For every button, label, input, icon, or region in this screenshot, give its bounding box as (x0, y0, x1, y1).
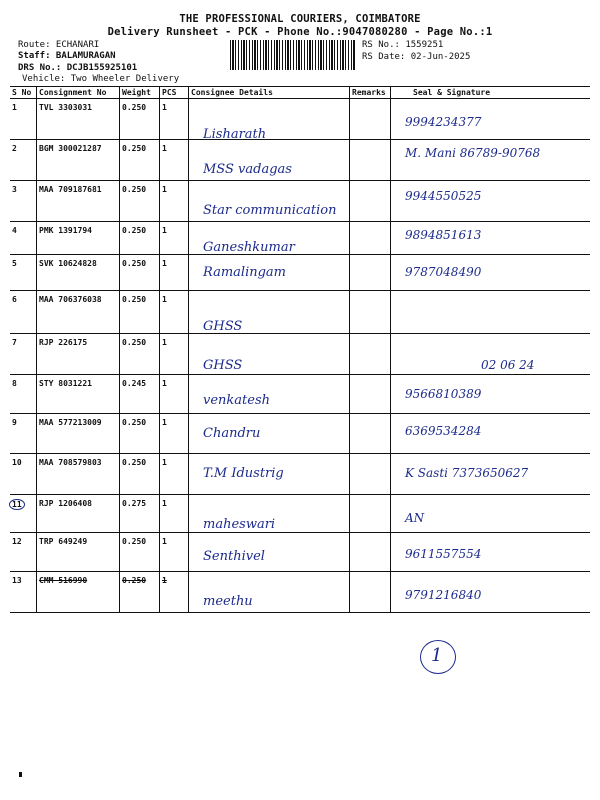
barcode (230, 40, 356, 70)
row-weight-cell (120, 291, 160, 334)
row-consignee: Star communication (203, 203, 337, 218)
row-signature: K Sasti 7373650627 (405, 466, 529, 480)
row-consignment-no-cell (37, 99, 120, 140)
row-signature-cell (391, 255, 591, 291)
row-weight: 0.250 (122, 103, 147, 112)
row-remarks-cell (350, 334, 391, 375)
row-weight-cell (120, 533, 160, 572)
row-pcs-cell (160, 99, 189, 140)
row-consignment-no-cell (37, 291, 120, 334)
row-sno: 8 (12, 379, 17, 388)
row-sno: 13 (12, 576, 22, 585)
row-sno-cell (10, 454, 37, 495)
row-consignee-cell (189, 414, 350, 454)
row-weight-cell (120, 334, 160, 375)
table-row (10, 533, 590, 572)
row-pcs: 1 (162, 379, 167, 388)
row-weight: 0.250 (122, 185, 147, 194)
row-signature: 9994234377 (405, 115, 482, 129)
row-consignment-no-cell (37, 222, 120, 255)
row-weight-cell (120, 414, 160, 454)
route-label: Route: ECHANARI (18, 40, 100, 50)
table-header (10, 87, 590, 99)
row-signature-cell (391, 375, 591, 414)
row-sno-cell (10, 181, 37, 222)
row-weight-cell (120, 222, 160, 255)
row-consignment-no: TVL 3303031 (39, 103, 92, 112)
row-consignee: Ganeshkumar (203, 240, 295, 255)
row-weight-cell (120, 140, 160, 181)
row-weight: 0.250 (122, 418, 147, 427)
row-consignee: GHSS (203, 358, 243, 373)
row-weight-cell (120, 375, 160, 414)
row-sno: 4 (12, 226, 17, 235)
row-consignee-cell (189, 454, 350, 495)
row-sno: 2 (12, 144, 17, 153)
row-sno: 11 (9, 499, 25, 510)
row-pcs-cell (160, 572, 189, 613)
row-consignee-cell (189, 255, 350, 291)
staff-label: Staff: BALAMURAGAN (18, 51, 116, 61)
table-row (10, 222, 590, 255)
row-consignee: Senthivel (203, 549, 265, 564)
row-sno-cell (10, 414, 37, 454)
row-consignee: maheswari (203, 517, 276, 532)
row-consignee-cell (189, 533, 350, 572)
row-consignee-cell (189, 140, 350, 181)
row-remarks-cell (350, 414, 391, 454)
row-sno-cell (10, 572, 37, 613)
table-row (10, 375, 590, 414)
row-consignment-no: MAA 577213009 (39, 418, 102, 427)
row-signature-cell (391, 414, 591, 454)
row-pcs-cell (160, 454, 189, 495)
row-signature: 9611557554 (405, 547, 482, 561)
col-pcs: PCS (160, 87, 189, 99)
row-weight-cell (120, 454, 160, 495)
row-signature: 9787048490 (405, 265, 482, 279)
row-remarks-cell (350, 533, 391, 572)
row-weight-cell (120, 255, 160, 291)
table-row (10, 495, 590, 533)
row-consignee-cell (189, 572, 350, 613)
drs-label: DRS No.: DCJB155925101 (18, 63, 138, 73)
row-weight: 0.245 (122, 379, 147, 388)
row-signature: 9566810389 (405, 387, 482, 401)
row-remarks-cell (350, 222, 391, 255)
row-sno-cell (10, 495, 37, 533)
row-sno: 6 (12, 295, 17, 304)
row-signature: 9791216840 (405, 588, 482, 602)
row-weight: 0.275 (122, 499, 147, 508)
row-remarks-cell (350, 454, 391, 495)
row-remarks-cell (350, 375, 391, 414)
row-pcs-cell (160, 334, 189, 375)
row-weight: 0.250 (122, 338, 147, 347)
col-sno: S No (10, 87, 37, 99)
col-consignment-no: Consignment No (37, 87, 120, 99)
row-remarks-cell (350, 181, 391, 222)
row-consignment-no: CMM 516990 (39, 576, 88, 585)
margin-dot (19, 772, 22, 777)
row-consignment-no: MAA 708579803 (39, 458, 102, 467)
row-consignment-no: BGM 300021287 (39, 144, 102, 153)
row-consignment-no-cell (37, 375, 120, 414)
row-pcs-cell (160, 291, 189, 334)
row-remarks-cell (350, 99, 391, 140)
row-sno: 7 (12, 338, 17, 347)
row-sno: 1 (12, 103, 17, 112)
row-consignment-no-cell (37, 572, 120, 613)
row-consignee-cell (189, 222, 350, 255)
row-consignee-cell (189, 375, 350, 414)
row-consignment-no: SVK 10624828 (39, 259, 97, 268)
row-consignee: GHSS (203, 319, 243, 334)
row-weight: 0.250 (122, 576, 147, 585)
row-pcs: 1 (162, 259, 167, 268)
runsheet-table (10, 86, 590, 613)
row-consignee-cell (189, 495, 350, 533)
row-remarks-cell (350, 495, 391, 533)
row-pcs: 1 (162, 185, 167, 194)
row-pcs-cell (160, 414, 189, 454)
col-remarks: Remarks (350, 87, 391, 99)
row-signature: 9894851613 (405, 228, 482, 242)
row-pcs-cell (160, 495, 189, 533)
row-signature: M. Mani 86789-90768 (405, 146, 541, 160)
row-pcs: 1 (162, 295, 167, 304)
row-consignee: MSS vadagas (203, 162, 292, 177)
row-consignment-no-cell (37, 255, 120, 291)
row-consignment-no: MAA 709187681 (39, 185, 102, 194)
row-signature: 02 06 24 (481, 358, 535, 372)
page-subtitle: Delivery Runsheet - PCK - Phone No.:9047080280 - Page No.:1 (107, 26, 493, 38)
row-weight: 0.250 (122, 537, 147, 546)
row-signature-cell (391, 222, 591, 255)
table-row (10, 334, 590, 375)
row-consignee: venkatesh (203, 393, 270, 408)
row-pcs: 1 (162, 499, 167, 508)
row-sno-cell (10, 99, 37, 140)
row-sno: 9 (12, 418, 17, 427)
row-signature-cell (391, 334, 591, 375)
row-consignee: meethu (203, 594, 253, 609)
row-weight: 0.250 (122, 144, 147, 153)
table-row (10, 414, 590, 454)
col-signature: Seal & Signature (391, 87, 591, 99)
row-sno: 10 (12, 458, 22, 467)
row-pcs-cell (160, 222, 189, 255)
row-pcs: 1 (162, 226, 167, 235)
table-row (10, 572, 590, 613)
row-signature-cell (391, 533, 591, 572)
row-pcs: 1 (162, 576, 167, 585)
row-pcs: 1 (162, 458, 167, 467)
row-sno-cell (10, 222, 37, 255)
row-consignment-no-cell (37, 181, 120, 222)
row-sno-cell (10, 334, 37, 375)
row-sno-cell (10, 255, 37, 291)
row-consignment-no: MAA 706376038 (39, 295, 102, 304)
row-sno: 12 (12, 537, 22, 546)
row-pcs: 1 (162, 537, 167, 546)
row-pcs-cell (160, 255, 189, 291)
row-remarks-cell (350, 291, 391, 334)
row-signature-cell (391, 140, 591, 181)
row-consignment-no: RJP 1206408 (39, 499, 92, 508)
row-pcs-cell (160, 140, 189, 181)
row-sno: 5 (12, 259, 17, 268)
row-consignment-no-cell (37, 454, 120, 495)
row-remarks-cell (350, 140, 391, 181)
row-signature-cell (391, 572, 591, 613)
row-weight-cell (120, 181, 160, 222)
row-signature-cell (391, 454, 591, 495)
row-weight: 0.250 (122, 458, 147, 467)
col-consignee: Consignee Details (189, 87, 350, 99)
row-consignment-no-cell (37, 495, 120, 533)
row-sno-cell (10, 533, 37, 572)
row-consignment-no-cell (37, 533, 120, 572)
row-consignment-no: PMK 1391794 (39, 226, 92, 235)
row-weight-cell (120, 99, 160, 140)
row-signature: 6369534284 (405, 424, 482, 438)
row-sno-cell (10, 291, 37, 334)
rs-number: RS No.: 1559251 (362, 40, 444, 50)
row-consignment-no-cell (37, 334, 120, 375)
row-signature-cell (391, 181, 591, 222)
table-row (10, 99, 590, 140)
row-consignee: Lisharath (203, 127, 267, 142)
page-title: THE PROFESSIONAL COURIERS, COIMBATORE (179, 13, 421, 25)
row-pcs: 1 (162, 103, 167, 112)
row-sno-cell (10, 375, 37, 414)
row-consignee-cell (189, 99, 350, 140)
row-consignment-no-cell (37, 414, 120, 454)
row-consignment-no: TRP 649249 (39, 537, 88, 546)
row-consignee-cell (189, 181, 350, 222)
handwritten-circle-mark (420, 640, 456, 674)
row-consignment-no: STY 8031221 (39, 379, 92, 388)
row-pcs-cell (160, 533, 189, 572)
row-weight-cell (120, 572, 160, 613)
row-weight-cell (120, 495, 160, 533)
table-row (10, 255, 590, 291)
row-consignee: Ramalingam (203, 265, 287, 280)
row-weight: 0.250 (122, 226, 147, 235)
row-consignee: T.M Idustrig (203, 466, 284, 481)
row-pcs: 1 (162, 338, 167, 347)
table-row (10, 140, 590, 181)
row-signature-cell (391, 495, 591, 533)
row-remarks-cell (350, 572, 391, 613)
row-pcs: 1 (162, 144, 167, 153)
table-row (10, 181, 590, 222)
row-signature-cell (391, 99, 591, 140)
table-row (10, 454, 590, 495)
row-remarks-cell (350, 255, 391, 291)
row-pcs-cell (160, 375, 189, 414)
row-sno-cell (10, 140, 37, 181)
row-weight: 0.250 (122, 295, 147, 304)
row-pcs: 1 (162, 418, 167, 427)
row-consignee-cell (189, 291, 350, 334)
row-signature: 9944550525 (405, 189, 482, 203)
vehicle-label: Vehicle: Two Wheeler Delivery (22, 74, 180, 84)
row-pcs-cell (160, 181, 189, 222)
circle-mark-text: 1 (431, 645, 443, 666)
row-consignee-cell (189, 334, 350, 375)
row-consignment-no: RJP 226175 (39, 338, 88, 347)
row-consignee: Chandru (203, 426, 261, 441)
row-signature: AN (405, 511, 425, 525)
row-sno: 3 (12, 185, 17, 194)
row-weight: 0.250 (122, 259, 147, 268)
col-weight: Weight (120, 87, 160, 99)
table-row (10, 291, 590, 334)
rs-date: RS Date: 02-Jun-2025 (362, 52, 471, 62)
row-signature-cell (391, 291, 591, 334)
row-consignment-no-cell (37, 140, 120, 181)
